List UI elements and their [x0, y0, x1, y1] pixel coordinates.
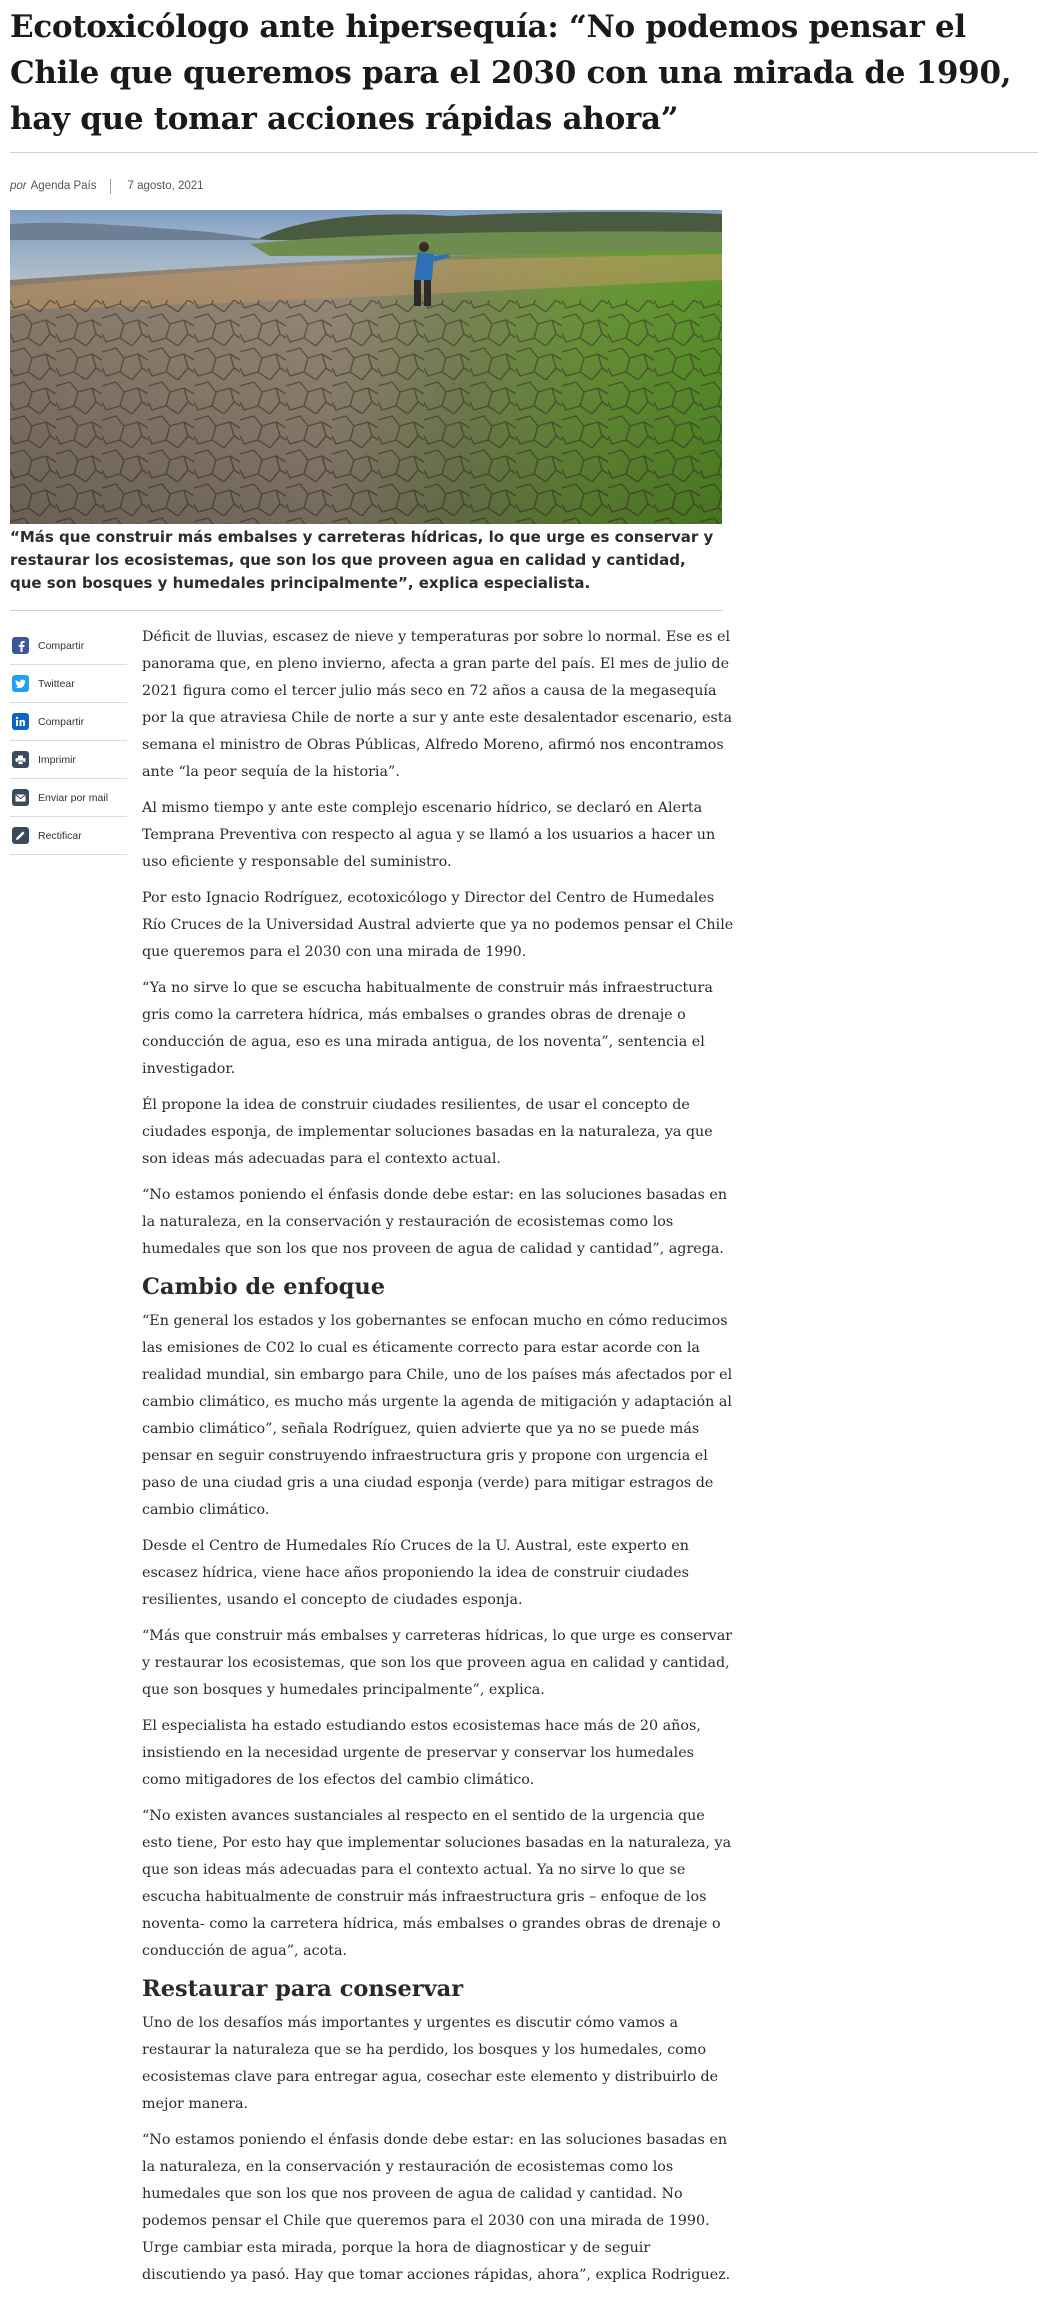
- byline-separator: [110, 179, 111, 194]
- section-heading-cambio: Cambio de enfoque: [142, 1274, 386, 1300]
- image-caption: “Más que construir más embalses y carreteras hídricas, lo que urge es conservar y restaurar los ecosistemas, que son los que proveen agua en calidad y cantidad, que son bosques y humedales principalmente”, explica especialista.: [10, 528, 714, 592]
- share-linkedin-label: Compartir: [38, 715, 85, 728]
- printer-icon: [12, 751, 29, 768]
- caption-divider: [10, 610, 723, 611]
- share-facebook-button[interactable]: [10, 627, 127, 665]
- rectify-button[interactable]: [10, 817, 127, 855]
- email-label: Enviar por mail: [38, 791, 109, 804]
- article-page: [10, 0, 1038, 2283]
- share-linkedin-button[interactable]: [10, 703, 127, 741]
- title-divider: [10, 152, 1038, 153]
- byline-prefix: por: [10, 180, 27, 192]
- section-heading-restaurar: Restaurar para conservar: [142, 1976, 464, 2002]
- body-paragraph: Al mismo tiempo y ante este complejo escenario hídrico, se declaró en Alerta Temprana Preventiva con respecto al agua y se llamó a los usuarios a hacer un uso eficiente y responsable del suministro.: [142, 800, 716, 870]
- linkedin-icon: [12, 713, 29, 730]
- share-twitter-button[interactable]: [10, 665, 127, 703]
- body-paragraph: Por esto Ignacio Rodríguez, ecotoxicólogo y Director del Centro de Humedales Río Cruces de la Universidad Austral advierte que ya no podemos pensar el Chile que queremos para el 2030 con una mirada de 1990.: [142, 890, 734, 960]
- print-button[interactable]: [10, 741, 127, 779]
- body-paragraph: “No estamos poniendo el énfasis donde debe estar: en las soluciones basadas en la naturaleza, en la conservación y restauración de ecosistemas como los humedales que son los que nos proveen de agua de calidad y cantidad”, agrega.: [142, 1187, 728, 1257]
- author-link[interactable]: Agenda País: [30, 180, 97, 192]
- publish-date: 7 agosto, 2021: [127, 180, 204, 192]
- twitter-icon: [12, 675, 29, 692]
- body-paragraph: “No estamos poniendo el énfasis donde debe estar: en las soluciones basadas en la naturaleza, en la conservación y restauración de ecosistemas como los humedales que son los que nos proveen de agua de calidad y cantidad. No podemos pensar el Chile que queremos para el 2030 con una mirada de 1990. Urge cambiar esta mirada, porque la hora de diagnosticar y de seguir discutiendo ya pasó. Hay que tomar acciones rápidas, ahora”, explica Rodriguez.: [142, 2132, 731, 2283]
- share-facebook-label: Compartir: [38, 639, 85, 652]
- byline: [10, 177, 1038, 195]
- hero-image: [10, 210, 722, 524]
- facebook-icon: [12, 637, 29, 654]
- body-paragraph: “Ya no sirve lo que se escucha habitualmente de construir más infraestructura gris como la carretera hídrica, más embalses o grandes obras de drenaje o conducción de agua, eso es una mirada antigua, de los noventa”, sentencia el investigador.: [142, 980, 713, 1077]
- pencil-icon: [12, 827, 29, 844]
- body-paragraph: Él propone la idea de construir ciudades resilientes, de usar el concepto de ciudades esponja, de implementar soluciones basadas en la naturaleza, ya que son ideas más adecuadas para el contexto actual.: [142, 1097, 713, 1167]
- body-paragraph: Desde el Centro de Humedales Río Cruces de la U. Austral, este experto en escasez hídrica, viene hace años proponiendo la idea de construir ciudades resilientes, usando el concepto de ciudades esponja.: [142, 1538, 689, 1608]
- body-paragraph: “En general los estados y los gobernantes se enfocan mucho en cómo reducimos las emisiones de C02 lo cual es éticamente correcto para estar acorde con la realidad mundial, sin embargo para Chile, uno de los países más afectados por el cambio climático, es mucho más urgente la agenda de mitigación y adaptación al cambio climático”, señala Rodríguez, quien advierte que ya no se puede más pensar en seguir construyendo infraestructura gris y propone con urgencia el paso de una ciudad gris a una ciudad esponja (verde) para mitigar estragos de cambio climático.: [142, 1313, 733, 1518]
- article-body: [142, 624, 734, 2298]
- body-paragraph: “No existen avances sustanciales al respecto en el sentido de la urgencia que esto tiene, Por esto hay que implementar soluciones basadas en la naturaleza, ya que son ideas más adecuadas para el contexto actual. Ya no sirve lo que se escucha habitualmente de construir más infraestructura gris – enfoque de los noventa- como la carretera hídrica, más embalses o grandes obras de drenaje o conducción de agua”, acota.: [142, 1808, 732, 1959]
- mail-icon: [12, 789, 29, 806]
- body-paragraph: El especialista ha estado estudiando estos ecosistemas hace más de 20 años, insistiendo en la necesidad urgente de preservar y conservar los humedales como mitigadores de los efectos del cambio climático.: [142, 1718, 701, 1788]
- share-twitter-label: Twittear: [38, 677, 75, 690]
- body-paragraph: Uno de los desafíos más importantes y urgentes es discutir cómo vamos a restaurar la naturaleza que se ha perdido, los bosques y los humedales, como ecosistemas clave para entregar agua, cosechar este elemento y distribuirlo de mejor manera.: [142, 2015, 719, 2112]
- print-label: Imprimir: [38, 753, 76, 766]
- rectify-label: Rectificar: [38, 829, 82, 842]
- article-title: Ecotoxicólogo ante hipersequía: “No podemos pensar el Chile que queremos para el 2030 con una mirada de 1990, hay que tomar acciones rápidas ahora”: [10, 9, 1012, 137]
- share-sidebar: [10, 627, 127, 855]
- body-paragraph: Déficit de lluvias, escasez de nieve y temperaturas por sobre lo normal. Ese es el panorama que, en pleno invierno, afecta a gran parte del país. El mes de julio de 2021 figura como el tercer julio más seco en 72 años a causa de la megasequía por la que atraviesa Chile de norte a sur y ante este desalentador escenario, esta semana el ministro de Obras Públicas, Alfredo Moreno, afirmó nos encontramos ante “la peor sequía de la historia”.: [142, 629, 733, 780]
- body-paragraph: “Más que construir más embalses y carreteras hídricas, lo que urge es conservar y restaurar los ecosistemas, que son los que proveen agua en calidad y cantidad, que son bosques y humedales principalmente”, explica.: [142, 1628, 733, 1698]
- email-button[interactable]: [10, 779, 127, 817]
